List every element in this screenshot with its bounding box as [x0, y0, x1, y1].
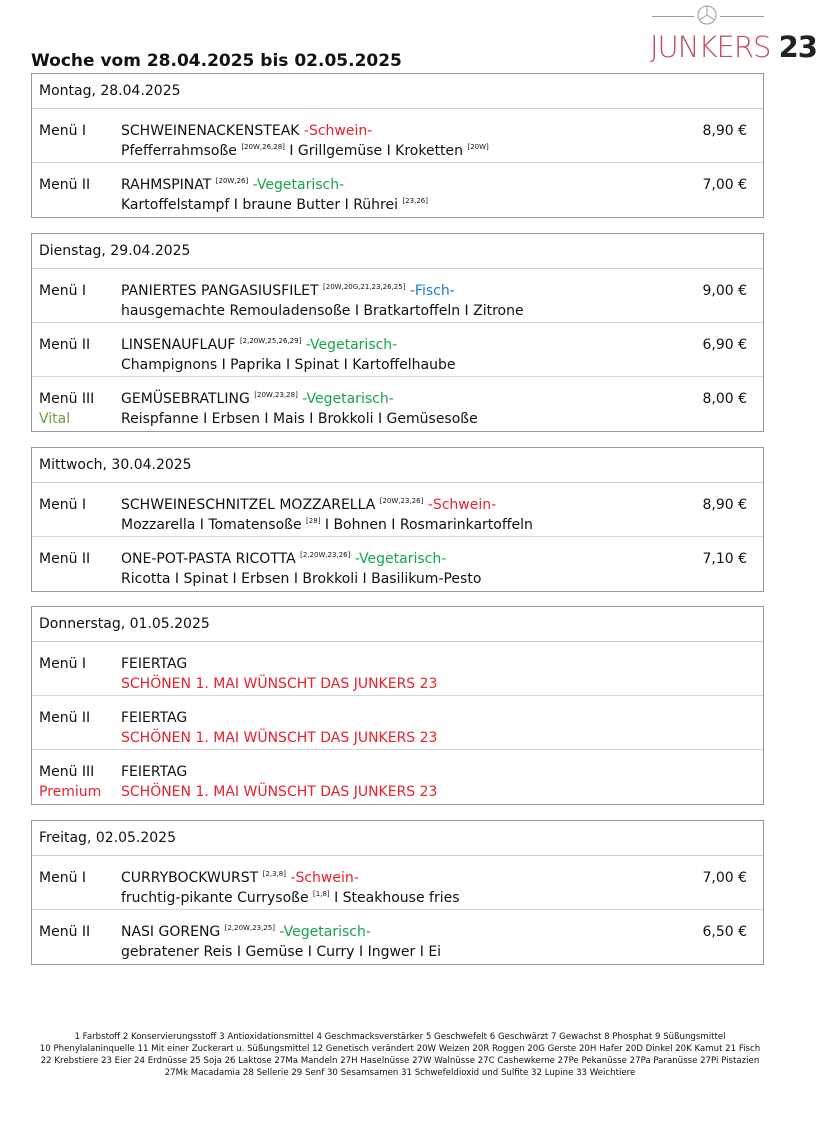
- day-block-montag: [31, 73, 764, 218]
- brand-name: JUNKERS: [650, 30, 771, 64]
- price: 8,90 €: [702, 123, 747, 139]
- dish-tag: -Fisch-: [409, 283, 455, 299]
- menu-label: Menü III: [39, 391, 95, 407]
- brand-number: 23: [778, 30, 817, 64]
- price: 6,50 €: [702, 924, 747, 940]
- dish-sides: hausgemachte Remouladensoße I Bratkartoffeln I Zitrone: [121, 303, 524, 319]
- menu-label: Menü II: [39, 551, 91, 567]
- menu-label: Menü I: [39, 283, 87, 299]
- dish-tag: -Schwein-: [303, 123, 373, 139]
- dish-name: PANIERTES PANGASIUSFILET: [121, 283, 319, 299]
- day-block-donnerstag: [31, 606, 764, 805]
- allergen-codes: [2,3,8]: [262, 870, 286, 878]
- price: 6,90 €: [702, 337, 747, 353]
- allergen-codes: [2,20W,23,26]: [300, 551, 351, 559]
- dish-name: NASI GORENG: [121, 924, 221, 940]
- dish-name: FEIERTAG: [121, 656, 188, 672]
- menu-row: [32, 856, 763, 910]
- allergen-codes: [20W,20G,21,23,26,25]: [323, 283, 406, 291]
- dish-tag: -Schwein-: [290, 870, 359, 886]
- dish-sides: Champignons I Paprika I Spinat I Kartoffelhaube: [121, 357, 456, 373]
- dish-sides-cont: I Steakhouse fries: [329, 890, 460, 906]
- price: 7,10 €: [702, 551, 747, 567]
- price: 8,90 €: [702, 497, 747, 513]
- dish-name: CURRYBOCKWURST: [121, 870, 259, 886]
- dish-sides: Kartoffelstampf I braune Butter I Rührei: [121, 197, 398, 213]
- price: 8,00 €: [702, 391, 747, 407]
- dish-name: LINSENAUFLAUF: [121, 337, 236, 353]
- dish-tag: -Vegetarisch-: [302, 391, 394, 407]
- logo-rule-left: [652, 16, 694, 17]
- menu-label: Menü I: [39, 870, 87, 886]
- menu-row: [32, 696, 763, 750]
- menu-row: [32, 323, 763, 377]
- allergen-codes: [2,20W,23,25]: [224, 924, 275, 932]
- brand-wordmark: [650, 30, 817, 64]
- dish-sides: Mozzarella I Tomatensoße: [121, 517, 302, 533]
- allergen-codes: [2,20W,25,26,29]: [239, 337, 302, 345]
- dish-tag: -Vegetarisch-: [354, 551, 447, 567]
- day-title: Mittwoch, 30.04.2025: [32, 448, 763, 483]
- allergen-codes: [1,8]: [313, 890, 330, 898]
- menu-label: Menü II: [39, 710, 91, 726]
- menu-label: Menü III: [39, 764, 95, 780]
- allergen-codes: [20W,23,28]: [254, 391, 298, 399]
- dish-name: SCHWEINESCHNITZEL MOZZARELLA: [121, 497, 376, 513]
- day-block-dienstag: [31, 233, 764, 432]
- day-block-freitag: [31, 820, 764, 965]
- menu-sublabel-premium: Premium: [39, 784, 102, 800]
- menu-label: Menü II: [39, 177, 91, 193]
- dish-sides: fruchtig-pikante Currysoße: [121, 890, 309, 906]
- legend-line: 27Mk Macadamia 28 Sellerie 29 Senf 30 Sesamsamen 31 Schwefeldioxid und Sulfite 32 Lupine 33 Weichtiere: [164, 1068, 636, 1078]
- legend-line: 1 Farbstoff 2 Konservierungsstoff 3 Antioxidationsmittel 4 Geschmacksverstärker 5 Geschwefelt 6 Geschwärzt 7 Gewachst 8 Phosphat 9 Süßungsmittel: [74, 1032, 726, 1042]
- dish-sides-cont: I Grillgemüse I Kroketten: [284, 143, 464, 159]
- allergen-codes: [20W,23,26]: [379, 497, 424, 505]
- dish-tag: -Vegetarisch-: [279, 924, 371, 940]
- legend-line: 22 Krebstiere 23 Eier 24 Erdnüsse 25 Soja 26 Laktose 27Ma Mandeln 27H Haselnüsse 27W Walnüsse 27C Cashewkerne 27Pe Pekanüsse 27Pa Paranüsse 27Pi Pistazien: [40, 1056, 760, 1066]
- allergen-legend: [0, 1031, 800, 1079]
- dish-name: GEMÜSEBRATLING: [121, 391, 250, 407]
- menu-label: Menü II: [39, 924, 91, 940]
- menu-row: [32, 910, 763, 964]
- menu-row: [32, 642, 763, 696]
- legend-line: 10 Phenylalaninquelle 11 Mit einer Zuckerart u. Süßungsmittel 12 Genetisch verändert 20W Weizen 20R Roggen 20G Gerste 20H Hafer 20D Dinkel 20K Kamut 21 Fisch: [39, 1044, 761, 1054]
- menu-label: Menü I: [39, 123, 87, 139]
- menu-sublabel-vital: Vital: [39, 411, 71, 427]
- holiday-message: SCHÖNEN 1. MAI WÜNSCHT DAS JUNKERS 23: [121, 676, 438, 692]
- dish-sides: gebratener Reis I Gemüse I Curry I Ingwer I Ei: [121, 944, 442, 960]
- allergen-codes: [28]: [306, 517, 321, 525]
- dish-sides: Pfefferrahmsoße: [121, 143, 237, 159]
- allergen-codes: [23,26]: [402, 197, 428, 205]
- holiday-message: SCHÖNEN 1. MAI WÜNSCHT DAS JUNKERS 23: [121, 730, 438, 746]
- logo-rule-right: [720, 16, 764, 17]
- allergen-codes: [20W,26,28]: [241, 143, 285, 151]
- allergen-codes: [20W,26]: [215, 177, 249, 185]
- week-title: Woche vom 28.04.2025 bis 02.05.2025: [31, 51, 402, 71]
- day-title: Montag, 28.04.2025: [32, 74, 763, 109]
- dish-name: FEIERTAG: [121, 764, 188, 780]
- menu-row: [32, 163, 763, 217]
- star-emblem-icon: [696, 4, 718, 26]
- menu-label: Menü II: [39, 337, 91, 353]
- price: 7,00 €: [702, 177, 747, 193]
- dish-tag: -Vegetarisch-: [252, 177, 345, 193]
- dish-sides: Ricotta I Spinat I Erbsen I Brokkoli I Basilikum-Pesto: [121, 571, 482, 587]
- price: 7,00 €: [702, 870, 747, 886]
- dish-tag: -Schwein-: [427, 497, 497, 513]
- menu-row: [32, 537, 763, 591]
- dish-name: ONE-POT-PASTA RICOTTA: [121, 551, 296, 567]
- menu-row: [32, 269, 763, 323]
- allergen-codes: [20W]: [467, 143, 489, 151]
- holiday-message: SCHÖNEN 1. MAI WÜNSCHT DAS JUNKERS 23: [121, 784, 438, 800]
- day-block-mittwoch: [31, 447, 764, 592]
- day-title: Dienstag, 29.04.2025: [32, 234, 763, 269]
- menu-row: [32, 750, 763, 804]
- dish-sides-cont: I Bohnen I Rosmarinkartoffeln: [320, 517, 533, 533]
- dish-name: SCHWEINENACKENSTEAK: [121, 123, 300, 139]
- brand-logo: [648, 6, 817, 66]
- menu-label: Menü I: [39, 656, 87, 672]
- menu-row: [32, 483, 763, 537]
- dish-name: FEIERTAG: [121, 710, 188, 726]
- menu-row: [32, 377, 763, 431]
- menu-label: Menü I: [39, 497, 87, 513]
- day-title: Freitag, 02.05.2025: [32, 821, 763, 856]
- price: 9,00 €: [702, 283, 747, 299]
- dish-tag: -Vegetarisch-: [305, 337, 398, 353]
- dish-sides: Reispfanne I Erbsen I Mais I Brokkoli I Gemüsesoße: [121, 411, 478, 427]
- dish-name: RAHMSPINAT: [121, 177, 212, 193]
- menu-row: [32, 109, 763, 163]
- day-title: Donnerstag, 01.05.2025: [32, 607, 763, 642]
